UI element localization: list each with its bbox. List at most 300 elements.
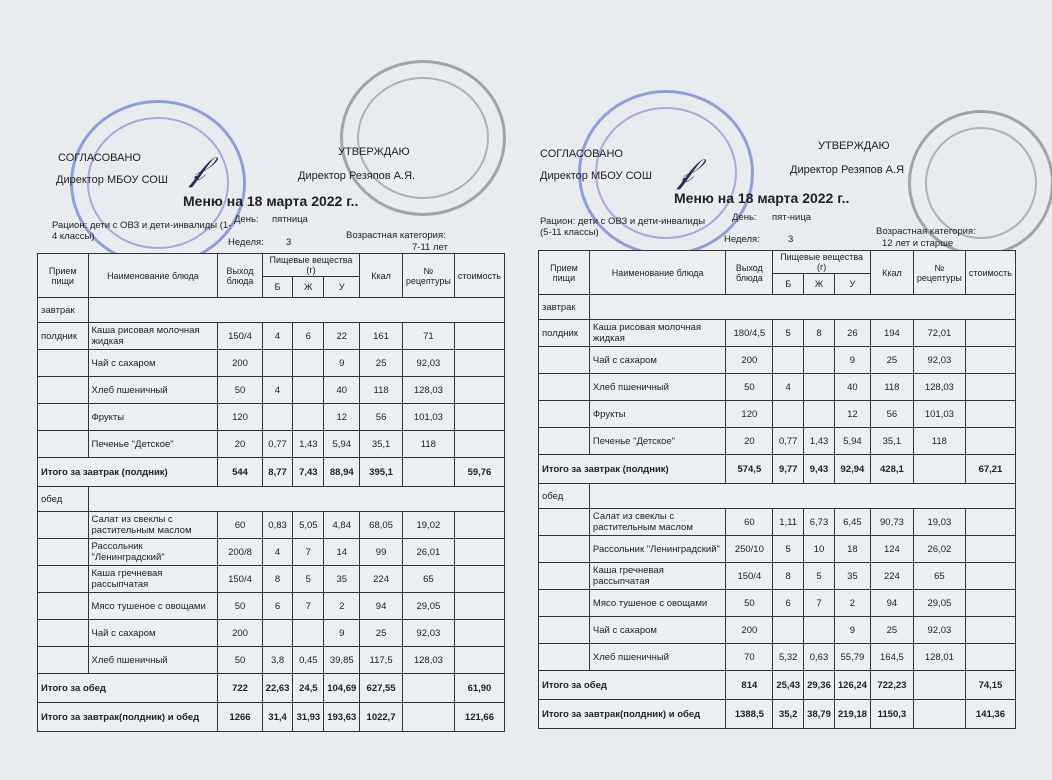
dish-name: Каша рисовая молочная жидкая — [589, 320, 725, 347]
dish-zh — [804, 374, 835, 401]
dish-cost — [454, 620, 504, 647]
table-row — [38, 539, 505, 566]
total-kcal: 722,23 — [870, 671, 913, 700]
total-label: Итого за обед — [539, 671, 726, 700]
dish-recipe: 26,01 — [402, 539, 454, 566]
dish-kcal: 118 — [870, 374, 913, 401]
dish-recipe: 128,03 — [402, 377, 454, 404]
meal-cell — [38, 377, 89, 404]
dish-kcal: 94 — [360, 593, 403, 620]
dish-b: 4 — [262, 377, 293, 404]
table-row — [38, 512, 505, 539]
header-zh: Ж — [804, 274, 835, 295]
dish-b — [262, 620, 293, 647]
table-row — [539, 428, 1016, 455]
dish-cost — [965, 509, 1015, 536]
dish-kcal: 118 — [360, 377, 403, 404]
section-lunch: обед — [539, 484, 590, 509]
total-cost: 74,15 — [965, 671, 1015, 700]
total-u: 88,94 — [324, 458, 360, 487]
dish-u: 9 — [324, 350, 360, 377]
table-row — [539, 617, 1016, 644]
section-breakfast: завтрак — [38, 298, 89, 323]
dish-kcal: 35,1 — [870, 428, 913, 455]
dish-name: Хлеб пшеничный — [589, 374, 725, 401]
dish-kcal: 124 — [870, 536, 913, 563]
dish-cost — [454, 377, 504, 404]
dish-zh: 7 — [293, 539, 324, 566]
dish-u: 2 — [324, 593, 360, 620]
meal-cell — [38, 647, 89, 674]
total-recipe — [402, 674, 454, 703]
dish-u: 55,79 — [834, 644, 870, 671]
section-snack: полдник — [539, 320, 590, 347]
dish-yield: 200/8 — [218, 539, 262, 566]
total-b: 8,77 — [262, 458, 293, 487]
dish-u: 9 — [324, 620, 360, 647]
dish-yield: 20 — [218, 431, 262, 458]
dish-yield: 200 — [218, 350, 262, 377]
dish-yield: 60 — [218, 512, 262, 539]
dish-name: Чай с сахаром — [88, 620, 218, 647]
meal-cell — [539, 590, 590, 617]
total-recipe — [402, 703, 454, 732]
dish-recipe: 118 — [402, 431, 454, 458]
age-label: Возрастная категория: — [346, 230, 446, 241]
dish-kcal: 194 — [870, 320, 913, 347]
dish-yield: 150/4 — [218, 566, 262, 593]
dish-name: Печенье "Детское" — [88, 431, 218, 458]
total-yield: 1388,5 — [726, 700, 773, 729]
dish-name: Печенье "Детское" — [589, 428, 725, 455]
section-lunch: обед — [38, 487, 89, 512]
age-value: 12 лет и старше — [882, 238, 954, 249]
header-u: У — [324, 277, 360, 298]
dish-zh: 6,73 — [804, 509, 835, 536]
dish-yield: 60 — [726, 509, 773, 536]
meal-cell — [38, 620, 89, 647]
total-kcal: 627,55 — [360, 674, 403, 703]
dish-u: 9 — [834, 617, 870, 644]
dish-cost — [965, 590, 1015, 617]
dish-zh — [293, 350, 324, 377]
header-u: У — [834, 274, 870, 295]
meal-cell — [539, 374, 590, 401]
total-zh: 29,36 — [804, 671, 835, 700]
header-kcal: Ккал — [870, 251, 913, 295]
table-row — [539, 374, 1016, 401]
total-recipe — [402, 458, 454, 487]
meal-cell — [539, 509, 590, 536]
dish-yield: 200 — [218, 620, 262, 647]
dish-b — [262, 350, 293, 377]
header-meal: Прием пищи — [539, 251, 590, 295]
dish-u: 6,45 — [834, 509, 870, 536]
dish-kcal: 224 — [360, 566, 403, 593]
dish-b: 4 — [773, 374, 804, 401]
meal-cell — [539, 428, 590, 455]
meal-cell — [539, 536, 590, 563]
dish-yield: 200 — [726, 617, 773, 644]
table-row — [38, 566, 505, 593]
dish-kcal: 68,05 — [360, 512, 403, 539]
week-label: Неделя: — [228, 237, 264, 248]
menu-table — [538, 250, 1016, 729]
director-signature: 𝒻 — [190, 150, 206, 188]
header-b: Б — [773, 274, 804, 295]
dish-recipe: 92,03 — [402, 350, 454, 377]
dish-cost — [965, 374, 1015, 401]
dish-b: 5 — [773, 536, 804, 563]
dish-yield: 50 — [218, 377, 262, 404]
dish-name: Хлеб пшеничный — [589, 644, 725, 671]
dish-cost — [965, 320, 1015, 347]
dish-cost — [965, 617, 1015, 644]
dish-zh: 1,43 — [804, 428, 835, 455]
dish-name: Салат из свеклы с растительным маслом — [88, 512, 218, 539]
table-row — [38, 620, 505, 647]
dish-name: Каша рисовая молочная жидкая — [88, 323, 218, 350]
dish-recipe: 101,03 — [913, 401, 965, 428]
total-zh: 9,43 — [804, 455, 835, 484]
dish-recipe: 65 — [402, 566, 454, 593]
week-value: 3 — [286, 237, 292, 248]
dish-u: 40 — [834, 374, 870, 401]
menu-table — [37, 253, 505, 732]
total-label: Итого за завтрак(полдник) и обед — [38, 703, 218, 732]
table-row — [38, 593, 505, 620]
dish-b — [773, 401, 804, 428]
dish-cost — [454, 566, 504, 593]
total-zh: 38,79 — [804, 700, 835, 729]
table-row — [539, 509, 1016, 536]
dish-b: 0,83 — [262, 512, 293, 539]
dish-name: Рассольник "Ленинградский" — [88, 539, 218, 566]
dish-zh — [804, 347, 835, 374]
dish-name: Салат из свеклы с растительным маслом — [589, 509, 725, 536]
week-value: 3 — [788, 234, 794, 245]
dish-b: 3,8 — [262, 647, 293, 674]
total-recipe — [913, 700, 965, 729]
dish-zh: 7 — [804, 590, 835, 617]
dish-zh: 5,05 — [293, 512, 324, 539]
dish-kcal: 90,73 — [870, 509, 913, 536]
dish-name: Мясо тушеное с овощами — [589, 590, 725, 617]
dish-name: Каша гречневая рассыпчатая — [88, 566, 218, 593]
section-snack: полдник — [38, 323, 89, 350]
dish-name: Каша гречневая рассыпчатая — [589, 563, 725, 590]
dish-recipe: 92,03 — [913, 347, 965, 374]
header-recipe: № рецептуры — [402, 254, 454, 298]
dish-cost — [965, 644, 1015, 671]
meal-cell — [539, 347, 590, 374]
dish-b: 0,77 — [262, 431, 293, 458]
header-nutrients: Пищевые вещества (г) — [773, 251, 871, 274]
dish-cost — [965, 401, 1015, 428]
approve-by: Директор Резяпов А.Я. — [298, 170, 416, 182]
agreed-label: СОГЛАСОВАНО — [540, 148, 623, 160]
dish-kcal: 25 — [870, 617, 913, 644]
day-value: пят-ница — [772, 212, 812, 223]
meal-cell — [38, 593, 89, 620]
dish-kcal: 35,1 — [360, 431, 403, 458]
total-u: 193,63 — [324, 703, 360, 732]
dish-recipe: 128,03 — [402, 647, 454, 674]
total-label: Итого за завтрак (полдник) — [38, 458, 218, 487]
dish-zh: 5 — [804, 563, 835, 590]
dish-name: Фрукты — [589, 401, 725, 428]
total-kcal: 395,1 — [360, 458, 403, 487]
dish-recipe: 26,02 — [913, 536, 965, 563]
dish-name: Мясо тушеное с овощами — [88, 593, 218, 620]
dish-yield: 150/4 — [726, 563, 773, 590]
total-u: 126,24 — [834, 671, 870, 700]
dish-recipe: 29,05 — [913, 590, 965, 617]
header-meal: Прием пищи — [38, 254, 89, 298]
table-row — [38, 431, 505, 458]
dish-u: 9 — [834, 347, 870, 374]
dish-zh — [293, 404, 324, 431]
dish-yield: 150/4 — [218, 323, 262, 350]
dish-yield: 50 — [218, 647, 262, 674]
dish-u: 4,84 — [324, 512, 360, 539]
total-cost: 141,36 — [965, 700, 1015, 729]
total-cost: 61,90 — [454, 674, 504, 703]
dish-cost — [965, 536, 1015, 563]
total-cost: 121,66 — [454, 703, 504, 732]
total-yield: 544 — [218, 458, 262, 487]
dish-cost — [454, 431, 504, 458]
total-u: 92,94 — [834, 455, 870, 484]
total-yield: 1266 — [218, 703, 262, 732]
dish-cost — [454, 350, 504, 377]
dish-u: 40 — [324, 377, 360, 404]
dish-cost — [454, 647, 504, 674]
total-b: 25,43 — [773, 671, 804, 700]
dish-name: Чай с сахаром — [589, 347, 725, 374]
table-row — [38, 377, 505, 404]
dish-recipe: 19,02 — [402, 512, 454, 539]
dish-recipe: 72,01 — [913, 320, 965, 347]
agreed-by: Директор МБОУ СОШ — [56, 174, 168, 186]
dish-u: 18 — [834, 536, 870, 563]
dish-u: 12 — [324, 404, 360, 431]
director-signature: 𝒻 — [678, 152, 694, 190]
total-kcal: 1150,3 — [870, 700, 913, 729]
dish-zh: 6 — [293, 323, 324, 350]
dish-cost — [965, 563, 1015, 590]
dish-yield: 250/10 — [726, 536, 773, 563]
dish-u: 12 — [834, 401, 870, 428]
dish-recipe: 65 — [913, 563, 965, 590]
dish-zh — [804, 401, 835, 428]
dish-kcal: 117,5 — [360, 647, 403, 674]
dish-recipe: 118 — [913, 428, 965, 455]
dish-b: 5,32 — [773, 644, 804, 671]
agreed-by: Директор МБОУ СОШ — [540, 170, 652, 182]
day-value: пятница — [272, 214, 308, 225]
dish-b: 4 — [262, 539, 293, 566]
header-cost: стоимость — [454, 254, 504, 298]
total-row — [38, 458, 505, 487]
dish-b: 6 — [262, 593, 293, 620]
dish-u: 5,94 — [324, 431, 360, 458]
dish-cost — [965, 347, 1015, 374]
total-cost: 59,76 — [454, 458, 504, 487]
dish-name: Хлеб пшеничный — [88, 377, 218, 404]
meal-cell — [38, 539, 89, 566]
dish-u: 5,94 — [834, 428, 870, 455]
dish-yield: 50 — [726, 374, 773, 401]
total-zh: 7,43 — [293, 458, 324, 487]
total-u: 104,69 — [324, 674, 360, 703]
header-kcal: Ккал — [360, 254, 403, 298]
dish-name: Чай с сахаром — [589, 617, 725, 644]
header-cost: стоимость — [965, 251, 1015, 295]
dish-zh: 0,45 — [293, 647, 324, 674]
dish-cost — [965, 428, 1015, 455]
dish-kcal: 25 — [360, 350, 403, 377]
total-u: 219,18 — [834, 700, 870, 729]
approve-label: УТВЕРЖДАЮ — [338, 146, 410, 158]
header-yield: Выход блюда — [218, 254, 262, 298]
dish-b — [773, 347, 804, 374]
table-row — [539, 320, 1016, 347]
header-nutrients: Пищевые вещества (г) — [262, 254, 360, 277]
dish-kcal: 25 — [870, 347, 913, 374]
dish-name: Хлеб пшеничный — [88, 647, 218, 674]
agreed-label: СОГЛАСОВАНО — [58, 152, 141, 164]
table-row — [539, 347, 1016, 374]
dish-yield: 50 — [726, 590, 773, 617]
meal-cell — [38, 512, 89, 539]
dish-zh: 1,43 — [293, 431, 324, 458]
menu-left-page — [0, 0, 520, 780]
dish-recipe: 29,05 — [402, 593, 454, 620]
week-label: Неделя: — [724, 234, 760, 245]
meal-cell — [38, 350, 89, 377]
dish-kcal: 25 — [360, 620, 403, 647]
dish-b: 8 — [262, 566, 293, 593]
approve-by: Директор Резяпов А.Я — [790, 164, 905, 176]
dish-b: 8 — [773, 563, 804, 590]
dish-yield: 50 — [218, 593, 262, 620]
header-b: Б — [262, 277, 293, 298]
dish-zh: 7 — [293, 593, 324, 620]
total-row — [38, 674, 505, 703]
dish-zh: 10 — [804, 536, 835, 563]
dish-zh: 0,63 — [804, 644, 835, 671]
dish-recipe: 71 — [402, 323, 454, 350]
total-zh: 24,5 — [293, 674, 324, 703]
dish-u: 35 — [324, 566, 360, 593]
dish-yield: 120 — [218, 404, 262, 431]
dish-u: 39,85 — [324, 647, 360, 674]
total-yield: 814 — [726, 671, 773, 700]
dish-b: 4 — [262, 323, 293, 350]
total-recipe — [913, 455, 965, 484]
dish-zh: 5 — [293, 566, 324, 593]
dish-yield: 180/4,5 — [726, 320, 773, 347]
table-row — [539, 401, 1016, 428]
dish-b: 0,77 — [773, 428, 804, 455]
dish-b: 5 — [773, 320, 804, 347]
total-kcal: 428,1 — [870, 455, 913, 484]
dish-b — [773, 617, 804, 644]
school-seal-stamp — [340, 60, 506, 216]
dish-kcal: 94 — [870, 590, 913, 617]
menu-title: Меню на 18 марта 2022 г.. — [183, 193, 359, 209]
dish-name: Рассольник "Ленинградский" — [589, 536, 725, 563]
total-row — [539, 455, 1016, 484]
meal-cell — [539, 401, 590, 428]
day-label: День: — [732, 212, 757, 223]
section-breakfast: завтрак — [539, 295, 590, 320]
header-recipe: № рецептуры — [913, 251, 965, 295]
dish-recipe: 92,03 — [402, 620, 454, 647]
dish-yield: 20 — [726, 428, 773, 455]
table-row — [38, 647, 505, 674]
table-row — [38, 404, 505, 431]
dish-cost — [454, 323, 504, 350]
ration-label: Рацион: дети с ОВЗ и дети-инвалиды (1-4 классы) — [52, 220, 232, 242]
total-kcal: 1022,7 — [360, 703, 403, 732]
dish-cost — [454, 539, 504, 566]
dish-zh — [293, 620, 324, 647]
table-row — [539, 536, 1016, 563]
total-row — [539, 671, 1016, 700]
table-row — [539, 563, 1016, 590]
meal-cell — [38, 431, 89, 458]
meal-cell — [539, 563, 590, 590]
dish-recipe: 19,03 — [913, 509, 965, 536]
dish-kcal: 164,5 — [870, 644, 913, 671]
dish-yield: 120 — [726, 401, 773, 428]
total-label: Итого за завтрак (полдник) — [539, 455, 726, 484]
total-b: 22,63 — [262, 674, 293, 703]
dish-yield: 200 — [726, 347, 773, 374]
dish-b: 6 — [773, 590, 804, 617]
header-zh: Ж — [293, 277, 324, 298]
total-row — [38, 703, 505, 732]
approve-label: УТВЕРЖДАЮ — [818, 140, 890, 152]
age-value: 7-11 лет — [412, 242, 448, 253]
total-label: Итого за завтрак(полдник) и обед — [539, 700, 726, 729]
dish-kcal: 99 — [360, 539, 403, 566]
meal-cell — [539, 617, 590, 644]
ration-label: Рацион: дети с ОВЗ и дети-инвалиды (5-11 классы) — [540, 216, 706, 238]
dish-kcal: 224 — [870, 563, 913, 590]
dish-u: 35 — [834, 563, 870, 590]
section-spacer — [88, 298, 504, 323]
total-yield: 574,5 — [726, 455, 773, 484]
meal-cell — [539, 644, 590, 671]
section-spacer — [589, 484, 1015, 509]
total-cost: 67,21 — [965, 455, 1015, 484]
section-spacer — [88, 487, 504, 512]
dish-kcal: 56 — [870, 401, 913, 428]
total-b: 9,77 — [773, 455, 804, 484]
dish-kcal: 161 — [360, 323, 403, 350]
dish-cost — [454, 593, 504, 620]
menu-title: Меню на 18 марта 2022 г.. — [674, 190, 850, 206]
dish-zh: 8 — [804, 320, 835, 347]
dish-u: 22 — [324, 323, 360, 350]
dish-recipe: 92,03 — [913, 617, 965, 644]
total-zh: 31,93 — [293, 703, 324, 732]
dish-cost — [454, 404, 504, 431]
menu-right-page — [528, 0, 1052, 780]
